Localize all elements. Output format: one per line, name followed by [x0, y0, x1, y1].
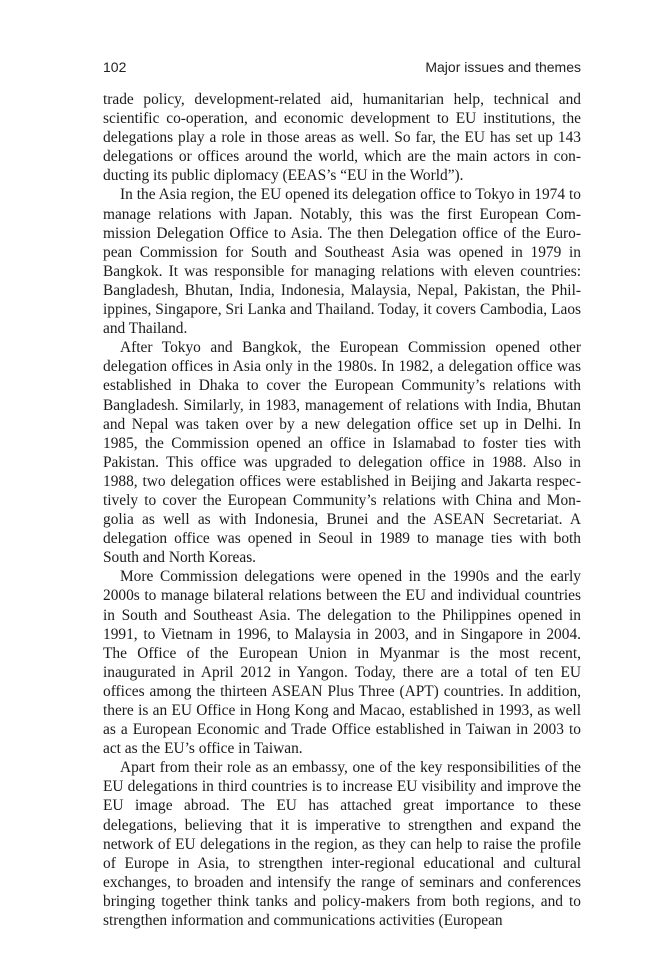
body-text	[103, 90, 581, 930]
paragraph-1990s-2000s-delegations: More Commission delegations were opened in the 1990s and the early 2000s to manage bilateral relations between the EU and individual countries in South and Southeast Asia. The delegation to the Philippines opened in 1991, to Vietnam in 1996, to Malaysia in 2003, and in Singapore in 2004. The Office of the European Union in Myanmar is the most recent, inaugurated in April 2012 in Yangon. Today, there are a total of ten EU offices among the thirteen ASEAN Plus Three (APT) countries. In addition, there is an EU Office in Hong Kong and Macao, established in 1993, as well as a European Economic and Trade Office established in Taiwan in 2003 to act as the EU’s office in Taiwan.	[103, 568, 581, 758]
paragraph-1980s-offices: After Tokyo and Bangkok, the European Commission opened other delegation offices in Asia only in the 1980s. In 1982, a delegation office was established in Dhaka to cover the European Community’s relations with Bangladesh. Similarly, in 1983, management of relations with India, Bhutan and Nepal was taken over by a new delegation office set up in Delhi. In 1985, the Commission opened an office in Islamabad to foster ties with Pakistan. This office was upgraded to delegation office in 1988. Also in 1988, two delegation offices were established in Beijing and Jakarta respectively to cover the European Community’s relations with China and Mongolia as well as with Indonesia, Brunei and the ASEAN Secretariat. A delegation office was opened in Seoul in 1989 to manage ties with both South and North Koreas.	[103, 339, 581, 567]
paragraph-delegation-responsibilities: Apart from their role as an embassy, one of the key responsibilities of the EU delegations in third countries is to increase EU visibility and improve the EU image abroad. The EU has attached great importance to these delegations, believing that it is imperative to strengthen and expand the network of EU delegations in the region, as they can help to raise the profile of Europe in Asia, to strengthen inter-regional educational and cultural exchanges, to broaden and intensify the range of seminars and conferences bringing together think tanks and policy-makers from both regions, and to strengthen information and communications activities (European	[103, 759, 581, 930]
page-number: 102	[103, 59, 127, 75]
running-title: Major issues and themes	[425, 59, 581, 75]
paragraph-continued: trade policy, development-related aid, humanitarian help, technical and scientific co-operation, and economic development to EU institutions, the delegations play a role in those areas as well. So far, the EU has set up 143 delegations or offices around the world, which are the main actors in conducting its public diplomacy (EEAS’s “EU in the World”).	[103, 91, 581, 185]
running-head	[103, 57, 581, 77]
paragraph-asia-region: In the Asia region, the EU opened its delegation office to Tokyo in 1974 to manage relations with Japan. Notably, this was the first European Commission Delegation Office to Asia. The then Delegation office of the European Commission for South and Southeast Asia was opened in 1979 in Bangkok. It was responsible for managing relations with eleven countries: Bangladesh, Bhutan, India, Indonesia, Malaysia, Nepal, Pakistan, the Philippines, Singapore, Sri Lanka and Thailand. Today, it covers Cambodia, Laos and Thailand.	[103, 186, 581, 338]
